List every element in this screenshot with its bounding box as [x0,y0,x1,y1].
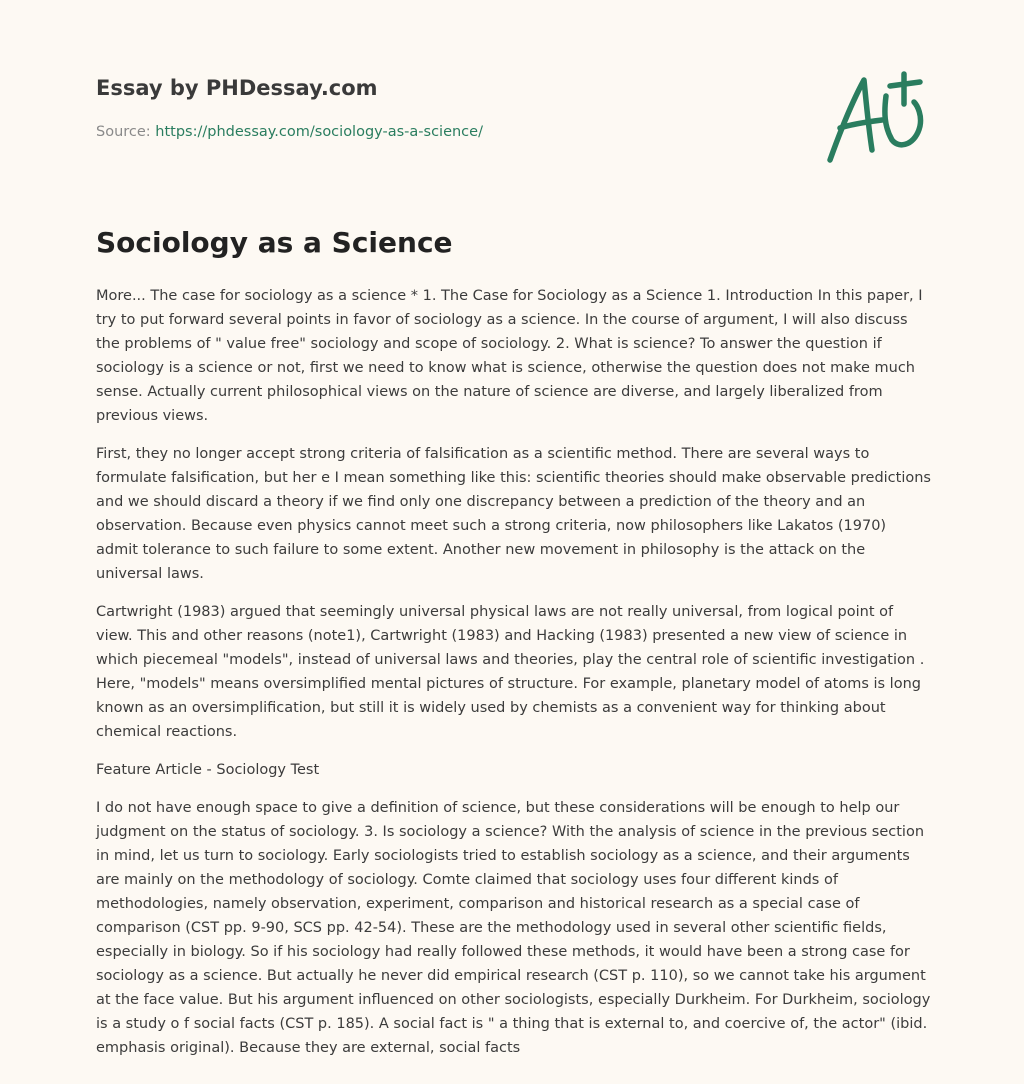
essay-paragraph-4: I do not have enough space to give a definition of science, but these considerations will be enough to help our judgment on the status of sociology. 3. Is sociology a science? With the analysis of science in the previous section in mind, let us turn to sociology. Early sociologists tried to establish sociology as a science, and their arguments are mainly on the methodology of sociology. Comte claimed that sociology uses four different kinds of methodologies, namely observation, experiment, comparison and historical research as a special case of comparison (CST pp. 9-90, SCS pp. 42-54). These are the methodology used in several other scientific fields, especially in biology. So if his sociology had really followed these methods, it would have been a strong case for sociology as a science. But actually he never did empirical research (CST p. 110), so we cannot take his argument at the face value. But his argument influenced on other sociologists, especially Durkheim. For Durkheim, sociology is a study o f social facts (CST p. 185). A social fact is " a thing that is external to, and coercive of, the actor" (ibid. emphasis original). Because they are external, social facts [96,800,931,1056]
site-title: Essay by PHDessay.com [96,76,378,100]
essay-paragraph-3: Cartwright (1983) argued that seemingly universal physical laws are not really universal, from logical point of view. This and other reasons (note1), Cartwright (1983) and Hacking (1983) presented a new view of science in which piecemeal "models", instead of universal laws and theories, play the central role of scientific investigation . Here, "models" means oversimplified mental pictures of structure. For example, planetary model of atoms is long known as an oversimplification, but still it is widely used by chemists as a convenient way for thinking about chemical reactions. [96,604,925,740]
source-label: Source: [96,124,151,140]
essay-body [96,284,932,1074]
essay-paragraph-1: More... The case for sociology as a science * 1. The Case for Sociology as a Science 1. Introduction In this paper, I try to put forward several points in favor of sociology as a science. In the course of argument, I will also discuss the problems of " value free" sociology and scope of sociology. 2. What is science? To answer the question if sociology is a science or not, first we need to know what is science, otherwise the question does not make much sense. Actually current philosophical views on the nature of science are diverse, and largely liberalized from previous views. [96,288,923,424]
source-line [96,124,483,140]
feature-article-link[interactable]: Feature Article - Sociology Test [96,762,320,778]
essay-title: Sociology as a Science [96,226,453,259]
essay-paragraph-2: First, they no longer accept strong criteria of falsification as a scientific method. There are several ways to formulate falsification, but her e I mean something like this: scientific theories should make observable predictions and we should discard a theory if we find only one discrepancy between a prediction of the theory and an observation. Because even physics cannot meet such a strong criteria, now philosophers like Lakatos (1970) admit tolerance to such failure to some extent. Another new movement in philosophy is the attack on the universal laws. [96,446,931,582]
a-plus-logo-icon [818,66,930,166]
source-link[interactable]: https://phdessay.com/sociology-as-a-science/ [155,124,483,140]
